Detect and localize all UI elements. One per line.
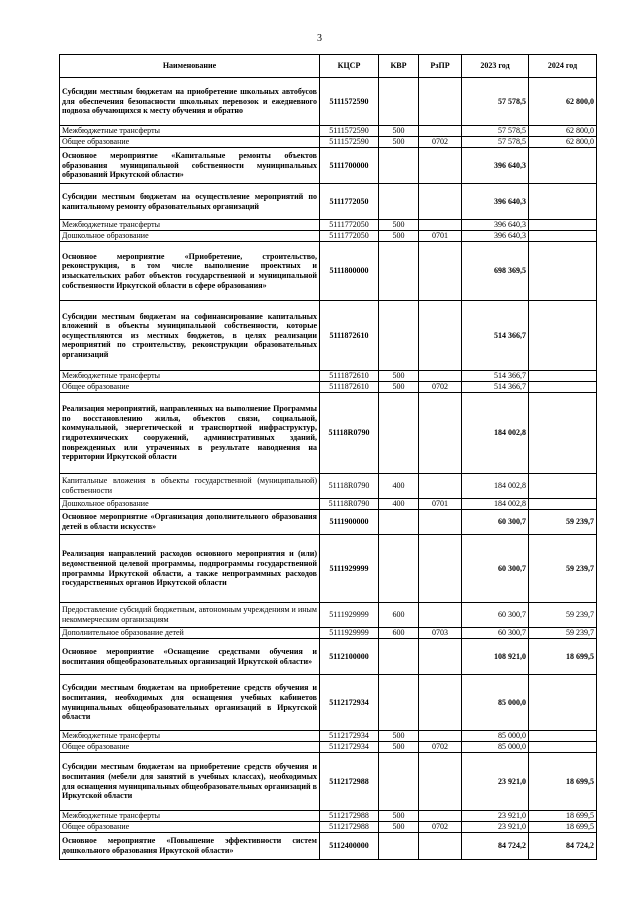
row-rzpr (419, 220, 462, 231)
table-row (60, 731, 597, 742)
row-kvr: 500 (379, 822, 419, 833)
table-row (60, 371, 597, 382)
table-row (60, 628, 597, 639)
row-2024 (529, 184, 597, 220)
row-kvr (379, 535, 419, 603)
row-kcsr: 51118R0790 (320, 474, 379, 499)
row-kcsr: 5112400000 (320, 833, 379, 860)
row-kcsr: 5112172988 (320, 822, 379, 833)
row-kvr: 500 (379, 231, 419, 242)
row-2023: 184 002,8 (462, 499, 529, 510)
row-2023: 396 640,3 (462, 184, 529, 220)
row-rzpr (419, 603, 462, 628)
row-kcsr: 5111929999 (320, 603, 379, 628)
row-2024 (529, 301, 597, 371)
row-kvr: 500 (379, 220, 419, 231)
row-2024 (529, 382, 597, 393)
row-kcsr: 5111872610 (320, 382, 379, 393)
row-name: Субсидии местным бюджетам на осуществление мероприятий по капитальному ремонту образовательных организаций (60, 184, 320, 220)
row-name: Основное мероприятие «Приобретение, строительство, реконструкция, в том числе выполнение проектных и изыскательских работ объектов государственной и муниципальной собственности Иркутской области в сфере образования» (60, 242, 320, 301)
row-2023: 396 640,3 (462, 148, 529, 184)
row-kcsr: 5111772050 (320, 231, 379, 242)
row-kvr: 500 (379, 731, 419, 742)
row-name: Капитальные вложения в объекты государственной (муниципальной) собственности (60, 474, 320, 499)
row-2023: 60 300,7 (462, 603, 529, 628)
row-rzpr: 0703 (419, 628, 462, 639)
row-kcsr: 5112172988 (320, 811, 379, 822)
row-name: Дошкольное образование (60, 499, 320, 510)
table-body (60, 78, 597, 860)
table-row (60, 474, 597, 499)
row-2023: 57 578,5 (462, 126, 529, 137)
row-2024 (529, 231, 597, 242)
row-name: Субсидии местным бюджетам на приобретение школьных автобусов для обеспечения безопасности школьных перевозок и ежедневного подвоза обучающихся к месту обучения и обратно (60, 78, 320, 126)
table-row (60, 393, 597, 474)
table-row (60, 833, 597, 860)
row-name: Дошкольное образование (60, 231, 320, 242)
row-2024 (529, 675, 597, 731)
table-row (60, 231, 597, 242)
row-name: Основное мероприятие «Повышение эффективности систем дошкольного образования Иркутской области» (60, 833, 320, 860)
row-kvr: 400 (379, 499, 419, 510)
row-name: Субсидии местным бюджетам на приобретение средств обучения и воспитания, необходимых для оснащения учебных кабинетов муниципальных общеобразовательных организаций в Иркутской области (60, 675, 320, 731)
header-name: Наименование (60, 55, 320, 78)
row-kcsr: 5111929999 (320, 628, 379, 639)
table-row (60, 382, 597, 393)
header-kcsr: КЦСР (320, 55, 379, 78)
row-kcsr: 51118R0790 (320, 393, 379, 474)
row-2023: 57 578,5 (462, 137, 529, 148)
row-name: Основное мероприятие «Капитальные ремонты объектов образования муниципальной собственности муниципальных образований Иркутской области» (60, 148, 320, 184)
row-2024: 59 239,7 (529, 628, 597, 639)
row-2024: 62 800,0 (529, 137, 597, 148)
row-2024 (529, 393, 597, 474)
row-rzpr: 0701 (419, 499, 462, 510)
table-row (60, 822, 597, 833)
row-kvr (379, 242, 419, 301)
row-kcsr: 5112172988 (320, 753, 379, 811)
row-2023: 84 724,2 (462, 833, 529, 860)
row-kcsr: 5112100000 (320, 639, 379, 675)
table-row (60, 535, 597, 603)
row-kcsr: 5111929999 (320, 535, 379, 603)
row-2024: 59 239,7 (529, 535, 597, 603)
row-kcsr: 5111900000 (320, 510, 379, 535)
table-row (60, 242, 597, 301)
row-kcsr: 5111800000 (320, 242, 379, 301)
row-2024 (529, 242, 597, 301)
row-kvr (379, 753, 419, 811)
row-kvr (379, 510, 419, 535)
row-kcsr: 5112172934 (320, 731, 379, 742)
row-kvr (379, 301, 419, 371)
row-name: Межбюджетные трансферты (60, 731, 320, 742)
row-rzpr (419, 78, 462, 126)
row-kcsr: 5111872610 (320, 371, 379, 382)
row-name: Реализация мероприятий, направленных на выполнение Программы по восстановлению жилья, объектов связи, социальной, коммунальной, энергетической и транспортной инфраструктур, гидротехнических сооружений, административных зданий, поврежденных или утраченных в результате наводнения на территории Иркутской области (60, 393, 320, 474)
row-kcsr: 5112172934 (320, 742, 379, 753)
row-kcsr: 5111872610 (320, 301, 379, 371)
row-2024: 18 699,5 (529, 639, 597, 675)
row-2024: 18 699,5 (529, 753, 597, 811)
row-2023: 184 002,8 (462, 474, 529, 499)
row-2024 (529, 371, 597, 382)
row-2024: 18 699,5 (529, 811, 597, 822)
row-name: Общее образование (60, 382, 320, 393)
row-rzpr: 0702 (419, 822, 462, 833)
row-rzpr (419, 731, 462, 742)
table-row (60, 811, 597, 822)
row-2024 (529, 742, 597, 753)
row-name: Межбюджетные трансферты (60, 126, 320, 137)
row-2023: 23 921,0 (462, 822, 529, 833)
row-kvr (379, 833, 419, 860)
table-row (60, 499, 597, 510)
table-row (60, 603, 597, 628)
row-rzpr (419, 535, 462, 603)
row-kcsr: 5111572590 (320, 137, 379, 148)
row-rzpr: 0702 (419, 382, 462, 393)
row-name: Межбюджетные трансферты (60, 371, 320, 382)
row-2023: 57 578,5 (462, 78, 529, 126)
table-row (60, 148, 597, 184)
row-name: Общее образование (60, 742, 320, 753)
table-row (60, 78, 597, 126)
row-rzpr: 0702 (419, 137, 462, 148)
row-kcsr: 5111772050 (320, 184, 379, 220)
row-2024: 18 699,5 (529, 822, 597, 833)
row-name: Предоставление субсидий бюджетным, автономным учреждениям и иным некоммерческим организациям (60, 603, 320, 628)
row-2024 (529, 220, 597, 231)
row-rzpr (419, 242, 462, 301)
row-name: Дополнительное образование детей (60, 628, 320, 639)
row-rzpr (419, 371, 462, 382)
row-2023: 514 366,7 (462, 382, 529, 393)
row-2023: 514 366,7 (462, 371, 529, 382)
row-kvr: 500 (379, 126, 419, 137)
row-2023: 396 640,3 (462, 231, 529, 242)
row-rzpr (419, 474, 462, 499)
row-kvr (379, 675, 419, 731)
row-2023: 23 921,0 (462, 811, 529, 822)
row-name: Межбюджетные трансферты (60, 811, 320, 822)
row-2024: 84 724,2 (529, 833, 597, 860)
row-2023: 514 366,7 (462, 301, 529, 371)
row-rzpr (419, 675, 462, 731)
table-row (60, 639, 597, 675)
table-row (60, 126, 597, 137)
row-2024: 59 239,7 (529, 603, 597, 628)
row-2023: 60 300,7 (462, 510, 529, 535)
row-2023: 184 002,8 (462, 393, 529, 474)
row-kcsr: 5112172934 (320, 675, 379, 731)
row-kvr: 500 (379, 742, 419, 753)
budget-table (59, 54, 597, 860)
row-2023: 108 921,0 (462, 639, 529, 675)
row-2023: 85 000,0 (462, 731, 529, 742)
row-kvr (379, 148, 419, 184)
row-kcsr: 5111572590 (320, 78, 379, 126)
row-rzpr (419, 184, 462, 220)
table-header-row (60, 55, 597, 78)
row-name: Основное мероприятие «Оснащение средствами обучения и воспитания общеобразовательных организаций Иркутской области» (60, 639, 320, 675)
row-kcsr: 5111572590 (320, 126, 379, 137)
row-kvr (379, 393, 419, 474)
table-row (60, 675, 597, 731)
row-rzpr (419, 753, 462, 811)
row-kvr: 500 (379, 382, 419, 393)
table-row (60, 301, 597, 371)
row-kcsr: 5111772050 (320, 220, 379, 231)
row-rzpr (419, 148, 462, 184)
row-name: Общее образование (60, 822, 320, 833)
row-rzpr (419, 510, 462, 535)
row-2023: 60 300,7 (462, 535, 529, 603)
row-name: Субсидии местным бюджетам на софинансирование капитальных вложений в объекты муниципальной собственности, которые осуществляются из местных бюджетов, в целях реализации мероприятий по строительству, реконструкции образовательных организаций (60, 301, 320, 371)
row-kvr: 500 (379, 371, 419, 382)
header-kvr: КВР (379, 55, 419, 78)
row-2024: 59 239,7 (529, 510, 597, 535)
row-kvr (379, 78, 419, 126)
row-rzpr: 0702 (419, 742, 462, 753)
row-kvr: 500 (379, 811, 419, 822)
row-2024: 62 800,0 (529, 78, 597, 126)
page-number: 3 (317, 33, 322, 44)
row-rzpr (419, 393, 462, 474)
row-rzpr (419, 811, 462, 822)
table-row (60, 742, 597, 753)
row-kvr: 600 (379, 628, 419, 639)
row-name: Межбюджетные трансферты (60, 220, 320, 231)
row-2023: 396 640,3 (462, 220, 529, 231)
row-2023: 85 000,0 (462, 742, 529, 753)
row-kvr: 400 (379, 474, 419, 499)
table-row (60, 220, 597, 231)
row-rzpr (419, 301, 462, 371)
header-2024: 2024 год (529, 55, 597, 78)
row-2024 (529, 499, 597, 510)
row-name: Общее образование (60, 137, 320, 148)
row-kcsr: 51118R0790 (320, 499, 379, 510)
row-name: Субсидии местным бюджетам на приобретение средств обучения и воспитания (мебели для занятий в учебных классах), необходимых для оснащения муниципальных общеобразовательных организаций в Иркутской области (60, 753, 320, 811)
row-2023: 85 000,0 (462, 675, 529, 731)
row-2024 (529, 731, 597, 742)
row-rzpr (419, 833, 462, 860)
row-rzpr: 0701 (419, 231, 462, 242)
row-rzpr (419, 639, 462, 675)
row-name: Основное мероприятие «Организация дополнительного образования детей в области искусств» (60, 510, 320, 535)
header-2023: 2023 год (462, 55, 529, 78)
table-row (60, 510, 597, 535)
table-row (60, 753, 597, 811)
row-kvr (379, 184, 419, 220)
row-2023: 698 369,5 (462, 242, 529, 301)
header-rzpr: РзПР (419, 55, 462, 78)
row-2023: 23 921,0 (462, 753, 529, 811)
row-rzpr (419, 126, 462, 137)
row-kvr (379, 639, 419, 675)
row-2024 (529, 474, 597, 499)
row-kvr: 500 (379, 137, 419, 148)
row-name: Реализация направлений расходов основного мероприятия и (или) ведомственной целевой программы, подпрограммы государственной программы Иркутской области, а также непрограммных расходов государственных органов Иркутской области (60, 535, 320, 603)
table-row (60, 137, 597, 148)
row-kcsr: 5111700000 (320, 148, 379, 184)
row-kvr: 600 (379, 603, 419, 628)
row-2024: 62 800,0 (529, 126, 597, 137)
row-2023: 60 300,7 (462, 628, 529, 639)
row-2024 (529, 148, 597, 184)
table-row (60, 184, 597, 220)
